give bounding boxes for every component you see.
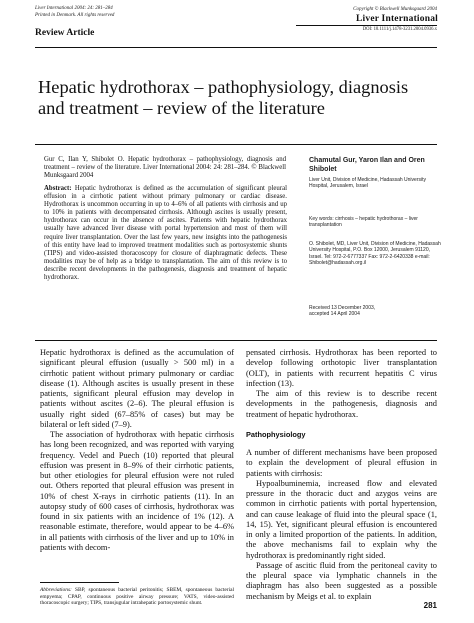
abbreviations-footnote xyxy=(40,587,234,607)
abbreviations-label: Abbreviations: xyxy=(40,587,72,593)
doi-line: DOI: 10.1111/j.1478-3231.2004.0936.x xyxy=(362,27,437,32)
article-title: Hepatic hydrothorax – pathophysiology, diagnosis and treatment – review of the literature xyxy=(38,77,409,118)
paragraph: pensated cirrhosis. Hydrothorax has been reported to develop following orthotopic liver transplantation (OLT), in patients with recurrent hepatitis C virus infection (13). xyxy=(246,348,437,388)
paragraph: Hepatic hydrothorax is defined as the accumulation of significant pleural effusion (usually > 500 ml) in a cirrhotic patient without primary pulmonary or cardiac disease (1). Although ascites is usually present in these patients, significant pleural effusion may develop in patients without ascites (2–6). The pleural effusion is usually right sided (67–85% of cases) but may be bilateral or left sided (7–9). xyxy=(40,348,234,429)
article-dates xyxy=(309,305,437,318)
abstract-text: Hepatic hydrothorax is defined as the accumulation of significant pleural effusion in a cirrhotic patient without primary pulmonary or cardiac disease. Hydrothorax is uncommon occurring in up to 4–6% of all patients with cirrhosis and up to 10% in patients with decompensated cirrhosis. Although ascites is usually present, hydrothorax can occur in the absence of ascites. Patients with hepatic hydrothorax usually have advanced liver disease with portal hypertension and most of them will require liver transplantation. Over the last few years, new insights into the pathogenesis of this entity have lead to improved treatment modalities such as portosystemic shunts (TIPS) and video-assisted thoracoscopy for closure of diaphragmatic defects. These modalities may be of help as a bridge to transplantation. The aim of this review is to describe recent developments in the pathogenesis, diagnosis and treatment of hepatic hydrothorax. xyxy=(44,185,288,282)
paragraph: Passage of ascitic fluid from the peritoneal cavity to the pleural space via lymphatic channels in the diaphragm has also been suggested as a possible mechanism by Meigs et al. to explain xyxy=(246,560,437,601)
citation: Gur C, Ilan Y, Shibolet O. Hepatic hydrothorax – pathophysiology, diagnosis and treatment – review of the literature. Liver International 2004: 24: 281–284. © Blackwell Munksgaard 2004 xyxy=(44,156,286,180)
journal-rule xyxy=(296,25,437,26)
paragraph: A number of different mechanisms have been proposed to explain the development of pleural effusion in patients with cirrhosis: xyxy=(246,448,437,478)
abstract-label: Abstract: xyxy=(44,185,72,192)
paragraph: Hypoalbuminemia, increased flow and elevated pressure in the thoracic duct and azygos veins are common in cirrhotic patients with portal hypertension, and can cause leakage of fluid into the pleural space (1, 14, 15). Yet, significant pleural effusion is encountered in only a limited proportion of the patients. In addition, the above mechanisms fail to explain why the hydrothorax is predominantly right sided. xyxy=(246,478,437,560)
body-column-left xyxy=(40,348,234,553)
correspondence-address: O. Shibolet, MD, Liver Unit, Division of Medicine, Hadassah University Hospital, P.O. Box 12000, Jerusalem 91120, Israel. Tel: 972-2-6777337 Fax: 972-2-6420338 e-mail: Shibolet@hadassah.org.il xyxy=(309,241,441,267)
keywords: Key words: cirrhosis – hepatic hydrothorax – liver transplantation xyxy=(309,216,418,229)
body-column-right xyxy=(246,348,437,602)
journal-name: Liver International xyxy=(356,14,438,24)
affiliation: Liver Unit, Division of Medicine, Hadassah University Hospital, Jerusalem, Israel xyxy=(309,177,426,190)
abstract xyxy=(44,185,287,282)
section-heading-pathophysiology: Pathophysiology xyxy=(246,429,306,439)
author-list: Chamutal Gur, Yaron Ilan and Oren Shibolet xyxy=(309,157,425,173)
header-rule xyxy=(35,144,437,145)
printed-rights-line: Printed in Denmark. All rights reserved xyxy=(35,13,115,18)
journal-citation-line: Liver International 2004: 24: 281–284 xyxy=(35,6,113,11)
abbreviations-text: SBP, spontaneous bacterial peritonitis; SBEM, spontaneous bacterial empyema; CPAP, continuous positive airway pressure; VATS, video-assisted thoracoscopic surgery; TIPS, transjugular intrahepatic portosystemic shunt. xyxy=(40,587,234,607)
accepted-date: accepted 14 April 2004 xyxy=(309,311,360,318)
paragraph: The aim of this review is to describe recent developments in the pathogenesis, diagnosis and treatment of hepatic hydrothorax. xyxy=(246,389,437,419)
section-label: Review Article xyxy=(35,28,95,38)
copyright-line: Copyright © Blackwell Munksgaard 2004 xyxy=(353,7,437,12)
paragraph: The association of hydrothorax with hepatic cirrhosis has long been recognized, and was reported with varying frequency. Vedel and Puech (10) reported that pleural effusion was present in 8–9% of their cirrhotic patients, but other etiologies for pleural effusion were not ruled out. Others reported that pleural effusion was present in 10% of chest X-rays in cirrhotic patients (11). In an autopsy study of 600 cases of cirrhosis, hydrothorax was found in six patients with an incidence of 1% (12). A reasonable estimate, therefore, would appear to be 4–6% in all patients with cirrhosis of the liver and up to 10% in patients with decom- xyxy=(40,430,234,552)
footnote-rule xyxy=(40,582,119,583)
page-number: 281 xyxy=(423,601,437,610)
body-rule xyxy=(35,340,437,341)
top-rule xyxy=(35,47,437,48)
received-date: Received 13 December 2003, xyxy=(309,305,376,311)
